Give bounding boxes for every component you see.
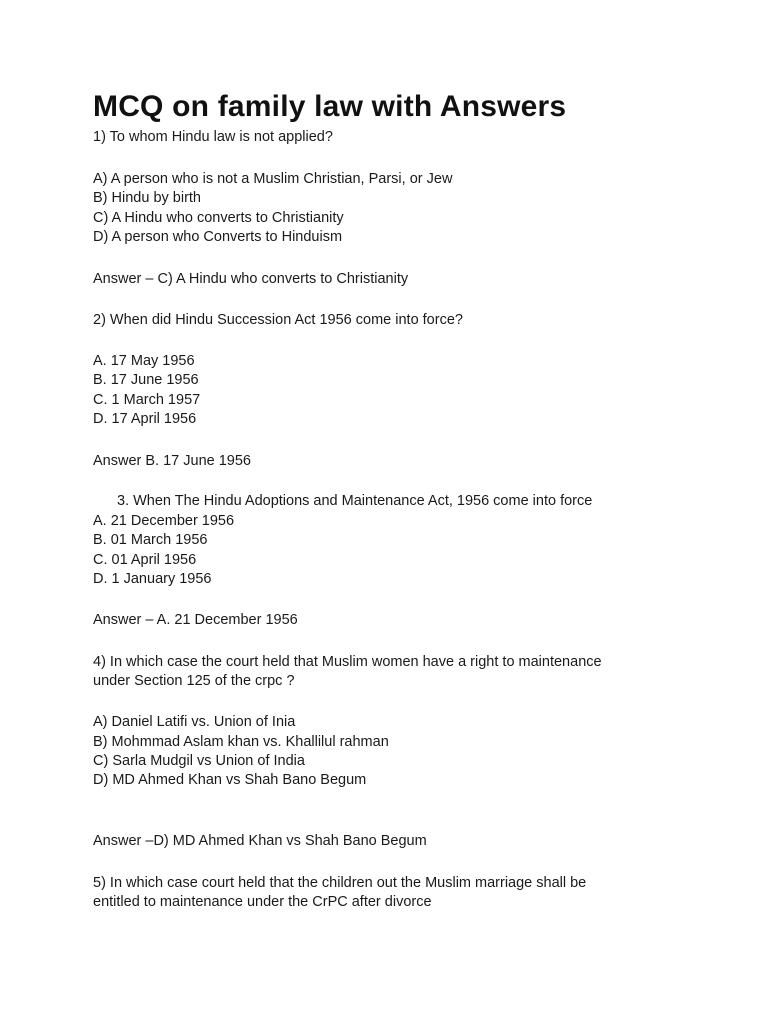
q3-option-a: A. 21 December 1956 [93,513,235,529]
q4-option-b: B) Mohmmad Aslam khan vs. Khallilul rahman [93,734,389,750]
q1-option-b: B) Hindu by birth [93,190,201,206]
q5-question-line-2: entitled to maintenance under the CrPC after divorce [93,894,432,910]
q4-option-a: A) Daniel Latifi vs. Union of Inia [93,714,296,730]
q3-option-d: D. 1 January 1956 [93,571,212,587]
q3-option-c: C. 01 April 1956 [93,552,197,568]
q5-question-line-1: 5) In which case court held that the children out the Muslim marriage shall be [93,875,587,891]
q1-option-d: D) A person who Converts to Hinduism [93,229,343,245]
document-title: MCQ on family law with Answers [93,90,567,123]
q2-option-a: A. 17 May 1956 [93,353,195,369]
q2-option-b: B. 17 June 1956 [93,372,199,388]
q2-option-c: C. 1 March 1957 [93,392,201,408]
q2-answer: Answer B. 17 June 1956 [93,453,251,469]
q4-question-line-2: under Section 125 of the crpc ? [93,673,295,689]
q3-option-b: B. 01 March 1956 [93,532,208,548]
q3-answer: Answer – A. 21 December 1956 [93,612,298,628]
q1-option-c: C) A Hindu who converts to Christianity [93,210,344,226]
q2-option-d: D. 17 April 1956 [93,411,197,427]
q3-question: 3. When The Hindu Adoptions and Maintenance Act, 1956 come into force [117,493,593,509]
q4-option-c: C) Sarla Mudgil vs Union of India [93,753,305,769]
q1-question: 1) To whom Hindu law is not applied? [93,129,333,145]
q4-option-d: D) MD Ahmed Khan vs Shah Bano Begum [93,772,367,788]
q1-option-a: A) A person who is not a Muslim Christian, Parsi, or Jew [93,171,453,187]
q2-question: 2) When did Hindu Succession Act 1956 come into force? [93,312,463,328]
q4-answer: Answer –D) MD Ahmed Khan vs Shah Bano Begum [93,833,427,849]
q1-answer: Answer – C) A Hindu who converts to Christianity [93,271,409,287]
q4-question-line-1: 4) In which case the court held that Muslim women have a right to maintenance [93,654,602,670]
